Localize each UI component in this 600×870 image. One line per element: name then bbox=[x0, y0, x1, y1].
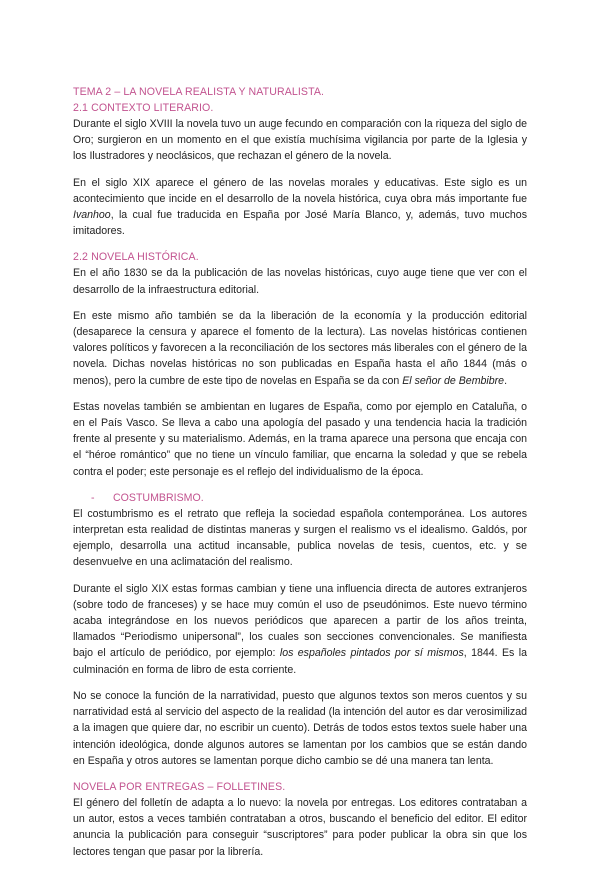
paragraph bbox=[73, 308, 527, 389]
paragraph: El género del folletín de adapta a lo nuevo: la novela por entregas. Los editores contrataban a un autor, estos a veces también contrataban a otros, buscando el beneficio del editor. El editor anuncia la publicación para conseguir “suscriptores” para poder publicar la obra sin que los lectores tengan que pasar por la librería. bbox=[73, 796, 527, 858]
paragraph-text: , 1844. Es la culminación en forma de libro de esta corriente. bbox=[73, 647, 527, 676]
paragraph-text: En este mismo año también se da la liberación de la economía y la producción editorial (desaparece la censura y aparece el fomento de la lectura). Las novelas históricas contienen valores políticos y favorecen a la reconciliación de los sectores más liberales con el género de la novela. Dichas novelas históricas no son publicadas en España hasta el año 1844 (más o menos), pero la cumbre de este tipo de novelas en España se da con bbox=[73, 309, 527, 387]
bullet-dash: - bbox=[91, 491, 95, 504]
emphasis-title: los españoles pintados por sí mismos bbox=[279, 647, 464, 660]
section-heading-folletines: NOVELA POR ENTREGAS – FOLLETINES. bbox=[73, 780, 286, 793]
paragraph: En el año 1830 se da la publicación de las novelas históricas, cuyo auge tiene que ver con el desarrollo de la infraestructura editorial. bbox=[73, 267, 527, 296]
paragraph: No se conoce la función de la narratividad, puesto que algunos textos son meros cuentos y su narratividad está al servicio del aspecto de la realidad (la intención del autor es dar verosimilizad a la imagen que quiere dar, no escribir un cuento). Detrás de todos estos textos suele haber una intención ideológica, donde algunos autores se lamentan por los cambios que se están dando en España y otros autores se lamentan porque dicho cambio se dé una manera tan lenta. bbox=[73, 689, 527, 767]
paragraph: El costumbrismo es el retrato que refleja la sociedad española contemporánea. Los autores interpretan esta realidad de distintas maneras y surgen el realismo vs el idealismo. Galdós, por ejemplo, desarrolla una actitud incansable, publica novelas de tesis, cuentos, etc. y se desenvuelve en una aclimatación del realismo. bbox=[73, 507, 527, 569]
paragraph: Estas novelas también se ambientan en lugares de España, como por ejemplo en Cataluña, o en el País Vasco. Se lleva a cabo una apología del pasado y una tendencia hacia la tradición frente al presente y su materialismo. Además, en la trama aparece una persona que encaja con el “héroe romántico” que no tiene un vínculo familiar, que encarna la soledad y que se rebela contra el poder; este personaje es el reflejo del individualismo de la época. bbox=[73, 400, 527, 478]
paragraph-text: Durante el siglo XIX estas formas cambian y tiene una influencia directa de autores extranjeros (sobre todo de franceses) y se hace muy común el uso de pseudónimos. Este nuevo término acaba integrándose en los nuevos periódicos que aparecen a partir de los años treinta, llamados “Periodismo unipersonal”, los cuales son secciones convencionales. Se manifiesta bajo el artículo de periódico, por ejemplo: bbox=[73, 582, 527, 660]
document-title: TEMA 2 – LA NOVELA REALISTA Y NATURALISTA. bbox=[73, 86, 325, 98]
paragraph bbox=[73, 175, 527, 240]
section-heading-costumbrismo bbox=[73, 490, 527, 506]
paragraph-text: . bbox=[504, 374, 508, 387]
paragraph bbox=[73, 581, 527, 678]
emphasis-title: El señor de Bembibre bbox=[402, 374, 505, 387]
emphasis-title: Ivanhoo bbox=[73, 209, 111, 222]
section-heading-contexto: 2.1 CONTEXTO LITERARIO. bbox=[73, 102, 214, 114]
paragraph-text: , la cual fue traducida en España por José María Blanco, y, además, tuvo muchos imitadores. bbox=[73, 209, 527, 238]
section-heading-text: COSTUMBRISMO. bbox=[113, 491, 204, 504]
document-page bbox=[73, 84, 527, 870]
paragraph: Durante el siglo XVIII la novela tuvo un auge fecundo en comparación con la riqueza del siglo de Oro; surgieron en un momento en el que existía muchísima vigilancia por parte de la Iglesia y los Ilustradores y neoclásicos, que rechazan el género de la novela. bbox=[73, 118, 527, 163]
paragraph-text: En el siglo XIX aparece el género de las novelas morales y educativas. Este siglo es un acontecimiento que incide en el desarrollo de la novela histórica, cuya obra más importante fue bbox=[73, 176, 527, 205]
section-heading-novela-historica: 2.2 NOVELA HISTÓRICA. bbox=[73, 251, 199, 264]
